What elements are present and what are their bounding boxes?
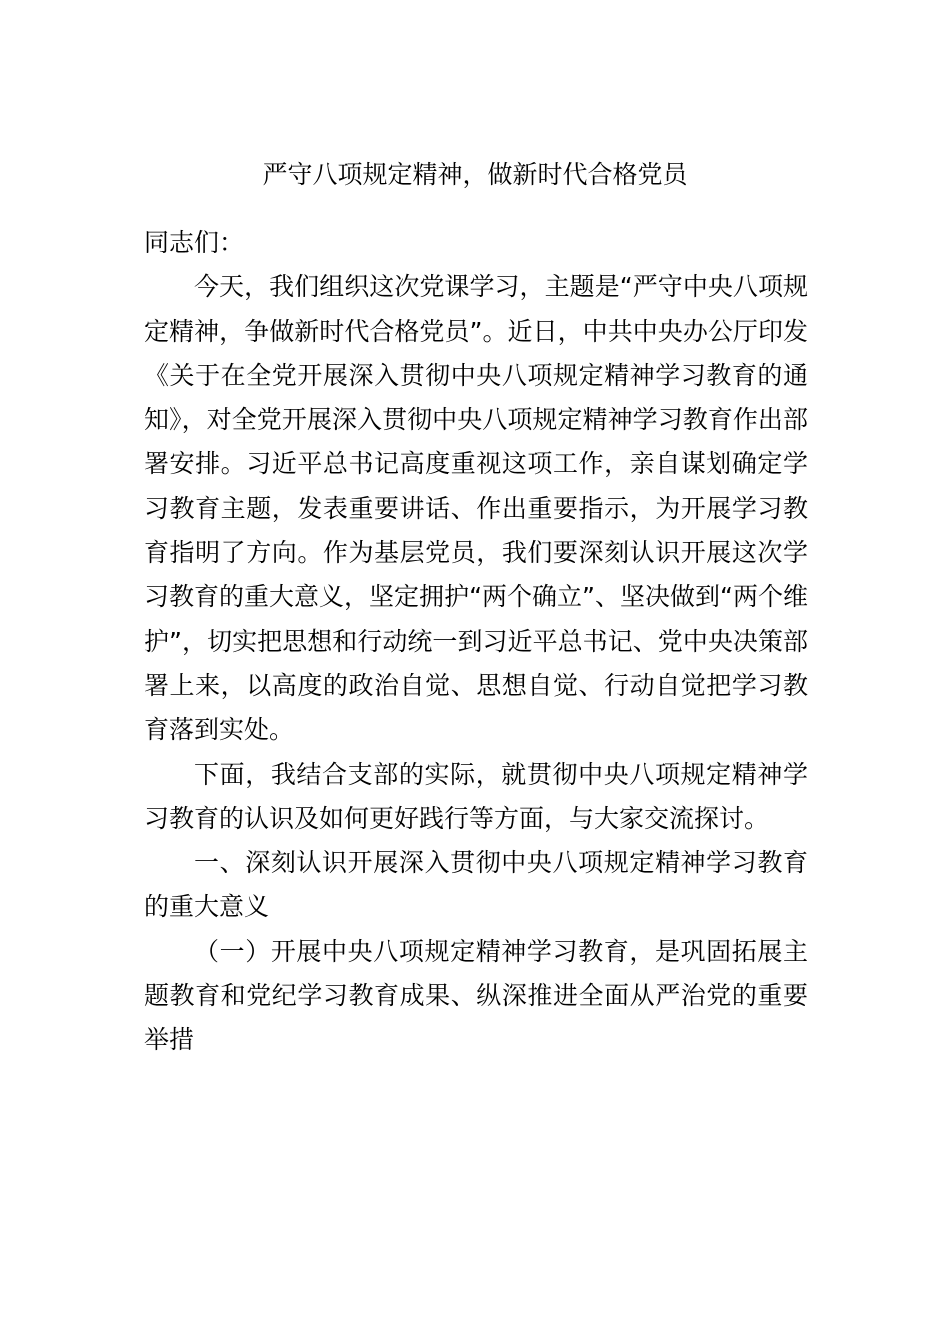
subsection-heading: （一）开展中央八项规定精神学习教育，是巩固拓展主题教育和党纪学习教育成果、纵深推进全面从严治党的重要举措 xyxy=(144,936,808,1055)
paragraph-intro: 今天，我们组织这次党课学习，主题是“严守中央八项规定精神，争做新时代合格党员”。近日，中共中央办公厅印发《关于在全党开展深入贯彻中央八项规定精神学习教育的通知》，对全党开展深入贯彻中央八项规定精神学习教育作出部署安排。习近平总书记高度重视这项工作，亲自谋划确定学习教育主题，发表重要讲话、作出重要指示，为开展学习教育指明了方向。作为基层党员，我们要深刻认识开展这次学习教育的重大意义，坚定拥护“两个确立”、坚决做到“两个维护”，切实把思想和行动统一到习近平总书记、党中央决策部署上来，以高度的政治自觉、思想自觉、行动自觉把学习教育落到实处。 xyxy=(144,272,808,745)
section-heading: 一、深刻认识开展深入贯彻中央八项规定精神学习教育的重大意义 xyxy=(144,848,808,922)
document-body xyxy=(144,221,808,1063)
salutation: 同志们： xyxy=(144,228,245,257)
document-title: 严守八项规定精神，做新时代合格党员 xyxy=(262,160,688,189)
paragraph-transition: 下面，我结合支部的实际，就贯彻中央八项规定精神学习教育的认识及如何更好践行等方面，与大家交流探讨。 xyxy=(144,759,808,833)
